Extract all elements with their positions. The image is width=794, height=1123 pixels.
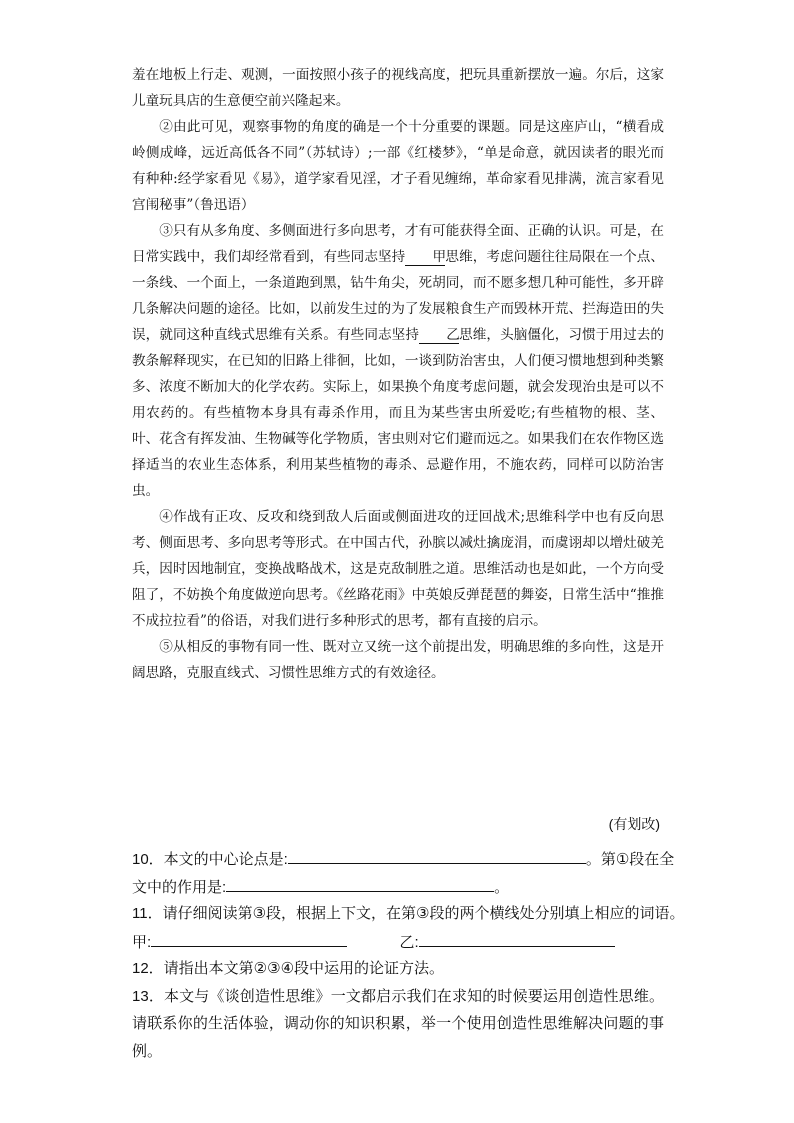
blank-jia: 甲 [405, 249, 445, 266]
question-12-line [132, 955, 664, 983]
paragraph-3 [132, 218, 664, 504]
paragraph-1-end: 羞在地板上行走、观测，一面按照小孩子的视线高度，把玩具重新摆放一遍。尔后，这家儿童玩具店的生意便空前兴隆起来。 [132, 67, 664, 109]
source-note: (有划改) [608, 816, 660, 832]
answer-blank-paragraph-role[interactable] [226, 873, 494, 892]
blank-yi: 乙 [419, 327, 459, 344]
question-11-prompt: 11．请仔细阅读第③段，根据上下文，在第③段的两个横线处分别填上相应的词语。 [132, 905, 685, 922]
questions-section [132, 845, 685, 1065]
answer-blank-jia[interactable] [151, 928, 347, 947]
answer-yi-label: 乙: [399, 933, 419, 951]
question-13-prompt: 13．本文与《谈创造性思维》一文都启示我们在求知的时候要运用创造性思维。请联系你的生活体验，调动你的知识积累，举一个使用创造性思维解决问题的事例。 [132, 987, 664, 1060]
essay-body [132, 62, 664, 686]
question-11-line [132, 900, 685, 928]
question-10-end: 。 [494, 878, 510, 896]
paragraph-2: ②由此可见，观察事物的角度的确是一个十分重要的课题。同是这座庐山，“横看成岭侧成峰，远近高低各不同”（苏轼诗）;一部《红楼梦》，“单是命意，就因读者的眼光而有种种:经学家看见《易》，道学家看见淫，才子看见缠绵，革命家看见排满，流言家看见宫闱秘事”（鲁迅语） [132, 119, 664, 213]
question-11-answers [132, 928, 664, 956]
question-10-line-2 [132, 873, 664, 901]
paragraph-3-part-c: 思维，头脑僵化，习惯于用过去的教条解释现实，在已知的旧路上徘徊，比如，一谈到防治害虫，人们便习惯地想到种类繁多、浓度不断加大的化学农药。实际上，如果换个角度考虑问题，就会发现治虫是可以不用农药的。有些植物本身具有毒杀作用，而且为某些害虫所爱吃;有些植物的根、茎、叶、花含有挥发油、生物碱等化学物质，害虫则对它们避而远之。如果我们在农作物区选择适当的农业生态体系，利用某些植物的毒杀、忌避作用，不施农药，同样可以防治害虫。 [132, 327, 664, 499]
question-12-prompt: 12．请指出本文第②③④段中运用的论证方法。 [132, 960, 445, 977]
question-10-continue: 。第①段在全 [585, 851, 675, 868]
paragraph-4: ④作战有正攻、反攻和绕到敌人后面或侧面进攻的迂回战术;思维科学中也有反向思考、侧面思考、多向思考等形式。在中国古代，孙膑以减灶擒庞涓，而虞诩却以增灶破羌兵，因时因地制宜，变换战略战术，这是克敌制胜之道。思维活动也是如此，一个方向受阻了，不妨换个角度做逆向思考。《丝路花雨》中英娘反弹琵琶的舞姿，日常生活中“推推不成拉拉看”的俗语，对我们进行多种形式的思考，都有直接的启示。 [132, 509, 664, 629]
answer-jia-label: 甲: [132, 933, 152, 951]
answer-blank-yi[interactable] [419, 928, 615, 947]
question-10-role-prompt: 文中的作用是: [132, 878, 227, 896]
question-10-line-1 [132, 845, 675, 873]
paragraph-3-part-a: ③只有从多角度、多侧面进行多向思考，才有可能获得全面、正确的认识。可是，在日常实践中，我们却经常看到，有些同志坚持 [132, 223, 664, 265]
paragraph-5: ⑤从相反的事物有同一性、既对立又统一这个前提出发，明确思维的多向性，这是开阔思路，克服直线式、习惯性思维方式的有效途径。 [132, 639, 664, 681]
paragraph-3-part-b: 思维，考虑问题往往局限在一个点、一条线、一个面上，一条道跑到黑，钻牛角尖，死胡同，而不愿多想几种可能性，多开辟几条解决问题的途径。比如，以前发生过的为了发展粮食生产而毁林开荒、拦海造田的失误，就同这种直线式思维有关系。有些同志坚持 [132, 249, 665, 343]
question-13-block [132, 983, 664, 1066]
answer-blank-central-argument[interactable] [288, 845, 586, 864]
question-10-prompt: 10．本文的中心论点是: [132, 851, 288, 868]
